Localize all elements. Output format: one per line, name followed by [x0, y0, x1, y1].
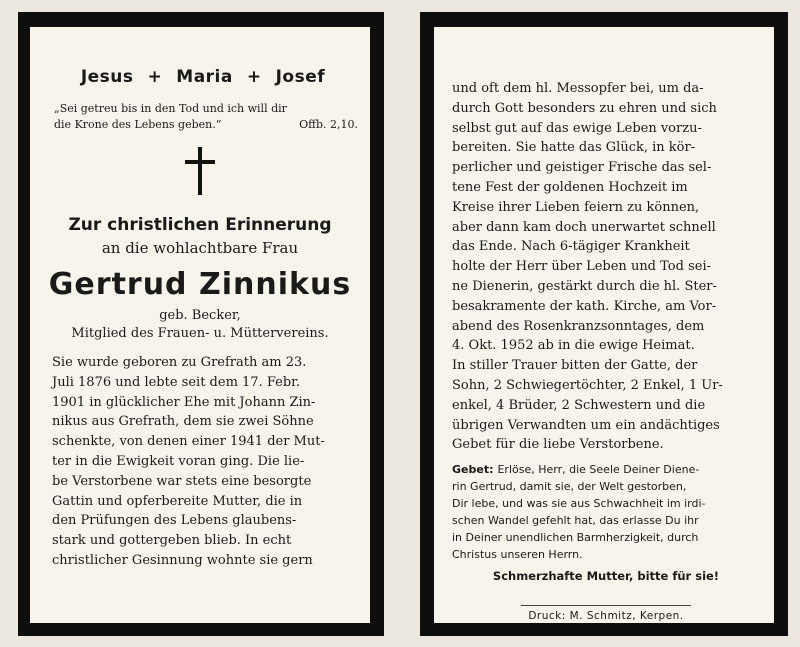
- left-card: [18, 12, 384, 636]
- biography-left: [52, 353, 358, 571]
- biography-right: [452, 79, 760, 356]
- mourning-notice: [452, 356, 760, 455]
- header-plus-2: +: [246, 67, 262, 87]
- text-line: perlicher und geistiger Frische das sel-: [452, 160, 712, 176]
- memorial-line-2: an die wohlachtbare Frau: [101, 239, 299, 257]
- prayer-line: rin Gertrud, damit sie, der Welt gestorben,: [452, 480, 687, 494]
- header-plus-1: +: [147, 67, 163, 87]
- text-line: schenkte, von denen einer 1941 der Mut-: [52, 434, 325, 450]
- prayer-line: in Deiner unendlichen Barmherzigkeit, durch: [452, 531, 699, 545]
- text-line: übrigen Verwandten um ein andächtiges: [452, 417, 720, 433]
- prayer-line: Erlöse, Herr, die Seele Deiner Diene-: [497, 463, 700, 477]
- maiden-name: geb. Becker,: [159, 308, 241, 323]
- prayer-line: Christus unseren Herrn.: [452, 548, 583, 562]
- text-line: christlicher Gesinnung wohnte sie gern: [52, 552, 313, 568]
- cross-icon: [185, 147, 215, 195]
- right-card: [420, 12, 788, 636]
- text-line: nikus aus Grefrath, dem sie zwei Söhne: [52, 414, 314, 430]
- deceased-name: Gertrud Zinnikus: [48, 267, 352, 302]
- text-line: stark und gottergeben blieb. In echt: [52, 533, 292, 549]
- text-line: durch Gott besonders zu ehren und sich: [452, 100, 717, 116]
- text-line: holte der Herr über Leben und Tod sei-: [452, 259, 711, 275]
- printer-credit: Druck: M. Schmitz, Kerpen.: [528, 610, 684, 623]
- bible-verse: [52, 101, 358, 133]
- prayer: [452, 461, 760, 563]
- memorial-line-1: Zur christlichen Erinnerung: [68, 215, 332, 235]
- text-line: besakramente der kath. Kirche, am Vor-: [452, 298, 717, 314]
- text-line: Sohn, 2 Schwiegertöchter, 2 Enkel, 1 Ur-: [452, 377, 723, 393]
- verse-line-1: „Sei getreu bis in den Tod und ich will dir: [54, 102, 287, 115]
- right-card-page: [434, 27, 774, 623]
- text-line: ne Dienerin, gestärkt durch die hl. Ster-: [452, 278, 717, 294]
- text-line: be Verstorbene war stets eine besorgte: [52, 473, 312, 489]
- header-josef: Josef: [275, 67, 326, 87]
- text-line: und oft dem hl. Messopfer bei, um da-: [452, 81, 704, 96]
- text-line: Gebet für die liebe Verstorbene.: [452, 437, 664, 453]
- left-card-page: [30, 27, 370, 623]
- text-line: Juli 1876 und lebte seit dem 17. Febr.: [52, 374, 301, 390]
- text-line: In stiller Trauer bitten der Gatte, der: [452, 358, 698, 374]
- prayer-line: schen Wandel gefehlt hat, das erlasse Du ihr: [452, 514, 699, 528]
- text-line: das Ende. Nach 6-tägiger Krankheit: [452, 239, 690, 255]
- text-line: ter in die Ewigkeit voran ging. Die lie-: [52, 453, 305, 469]
- prayer-label: Gebet:: [452, 463, 494, 477]
- text-line: abend des Rosenkranzsonntages, dem: [452, 318, 705, 334]
- plea: Schmerzhafte Mutter, bitte für sie!: [492, 569, 720, 584]
- header-maria: Maria: [176, 67, 233, 87]
- text-line: bereiten. Sie hatte das Glück, in kör-: [452, 140, 696, 156]
- text-line: 1901 in glücklicher Ehe mit Johann Zin-: [52, 394, 316, 410]
- separator-line: [521, 605, 691, 606]
- text-line: Kreise ihrer Lieben feiern zu können,: [452, 199, 700, 215]
- text-line: enkel, 4 Brüder, 2 Schwestern und die: [452, 397, 706, 413]
- text-line: 4. Okt. 1952 ab in die ewige Heimat.: [452, 338, 695, 354]
- text-line: den Prüfungen des Lebens glaubens-: [52, 513, 297, 529]
- verse-reference: Offb. 2,10.: [299, 118, 358, 131]
- prayer-line: Dir lebe, und was sie aus Schwachheit im irdi-: [452, 497, 706, 511]
- memorial-heading: [42, 215, 358, 257]
- text-line: selbst gut auf das ewige Leben vorzu-: [452, 120, 702, 136]
- header-jesus: Jesus: [80, 67, 134, 87]
- text-line: aber dann kam doch unerwartet schnell: [452, 219, 716, 235]
- text-line: Gattin und opferbereite Mutter, die in: [52, 493, 303, 509]
- text-line: tene Fest der goldenen Hochzeit im: [452, 179, 688, 195]
- text-line: Sie wurde geboren zu Grefrath am 23.: [52, 355, 307, 370]
- verse-line-2: die Krone des Lebens geben.“: [54, 118, 222, 131]
- membership: Mitglied des Frauen- u. Müttervereins.: [71, 326, 329, 341]
- holy-family-header: [48, 67, 358, 87]
